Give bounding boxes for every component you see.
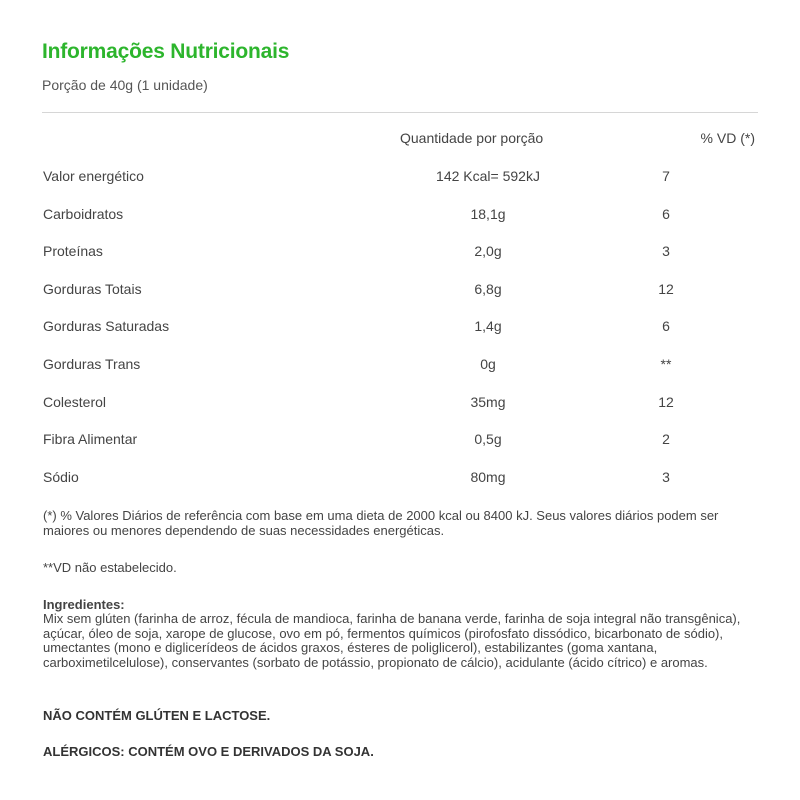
nutrient-quantity: 35mg bbox=[470, 393, 506, 410]
header-quantity: Quantidade por porção bbox=[400, 130, 544, 146]
nutrition-row bbox=[0, 243, 800, 263]
vd-not-established-note: **VD não estabelecido. bbox=[43, 560, 177, 575]
nutrient-daily-value: 12 bbox=[658, 280, 674, 297]
nutrition-row bbox=[0, 394, 800, 414]
nutrient-quantity: 1,4g bbox=[474, 318, 502, 335]
nutrient-name: Proteínas bbox=[43, 243, 103, 260]
nutrient-quantity: 0,5g bbox=[474, 431, 502, 448]
nutrient-quantity: 6,8g bbox=[474, 280, 502, 297]
nutrition-row bbox=[0, 431, 800, 451]
nutrient-quantity: 2,0g bbox=[474, 243, 502, 260]
nutrient-name: Valor energético bbox=[43, 168, 144, 184]
nutrient-daily-value: 7 bbox=[662, 168, 670, 184]
nutrient-name: Fibra Alimentar bbox=[43, 431, 138, 448]
page-title: Informações Nutricionais bbox=[42, 40, 290, 63]
nutrient-daily-value: 6 bbox=[662, 318, 670, 335]
nutrient-quantity: 142 Kcal= 592kJ bbox=[436, 168, 540, 184]
nutrient-daily-value: ** bbox=[660, 356, 672, 372]
header-daily-value: % VD (*) bbox=[700, 130, 755, 146]
nutrient-quantity: 18,1g bbox=[470, 205, 506, 222]
ingredients-title: Ingredientes: bbox=[43, 597, 125, 612]
nutrient-name: Gorduras Trans bbox=[43, 356, 141, 372]
allergen-warning: ALÉRGICOS: CONTÉM OVO E DERIVADOS DA SOJA. bbox=[43, 744, 374, 759]
nutrition-row bbox=[0, 206, 800, 226]
nutrition-row bbox=[0, 168, 800, 188]
nutrient-quantity: 80mg bbox=[470, 468, 506, 485]
nutrient-name: Carboidratos bbox=[43, 205, 124, 222]
nutrient-quantity: 0g bbox=[480, 356, 496, 372]
nutrition-row bbox=[0, 469, 800, 489]
nutrient-daily-value: 6 bbox=[662, 205, 670, 222]
gluten-lactose-warning: NÃO CONTÉM GLÚTEN E LACTOSE. bbox=[43, 708, 271, 723]
nutrient-name: Gorduras Totais bbox=[43, 280, 142, 297]
nutrition-row bbox=[0, 356, 800, 376]
nutrient-daily-value: 2 bbox=[662, 431, 670, 448]
nutrient-name: Colesterol bbox=[43, 393, 107, 410]
nutrient-daily-value: 3 bbox=[662, 468, 670, 485]
portion-size: Porção de 40g (1 unidade) bbox=[42, 77, 208, 93]
nutrient-name: Sódio bbox=[43, 468, 79, 485]
nutrient-name: Gorduras Saturadas bbox=[43, 318, 170, 335]
nutrition-row bbox=[0, 318, 800, 338]
nutrition-row bbox=[0, 281, 800, 301]
daily-value-footnote: (*) % Valores Diários de referência com base em uma dieta de 2000 kcal ou 8400 kJ. Seus valores diários podem ser maiores ou menores dependendo de suas necessidades energéticas. bbox=[43, 508, 719, 538]
nutrient-daily-value: 3 bbox=[662, 243, 670, 260]
ingredients-text: Mix sem glúten (farinha de arroz, fécula de mandioca, farinha de banana verde, farinha de soja integral não transgênica), açúcar, óleo de soja, xarope de glucose, ovo em pó, fermentos químicos (pirofosfato dissódico, bicarbonato de sódio), umectantes (mono e diglicerídeos de ácidos graxos, ésteres de poliglicerol), estabilizantes (goma xantana, carboximetilcelulose), conservantes (sorbato de potássio, propionato de cálcio), acidulante (ácido cítrico) e aromas. bbox=[43, 611, 741, 670]
nutrient-daily-value: 12 bbox=[658, 393, 674, 410]
divider bbox=[42, 112, 758, 113]
